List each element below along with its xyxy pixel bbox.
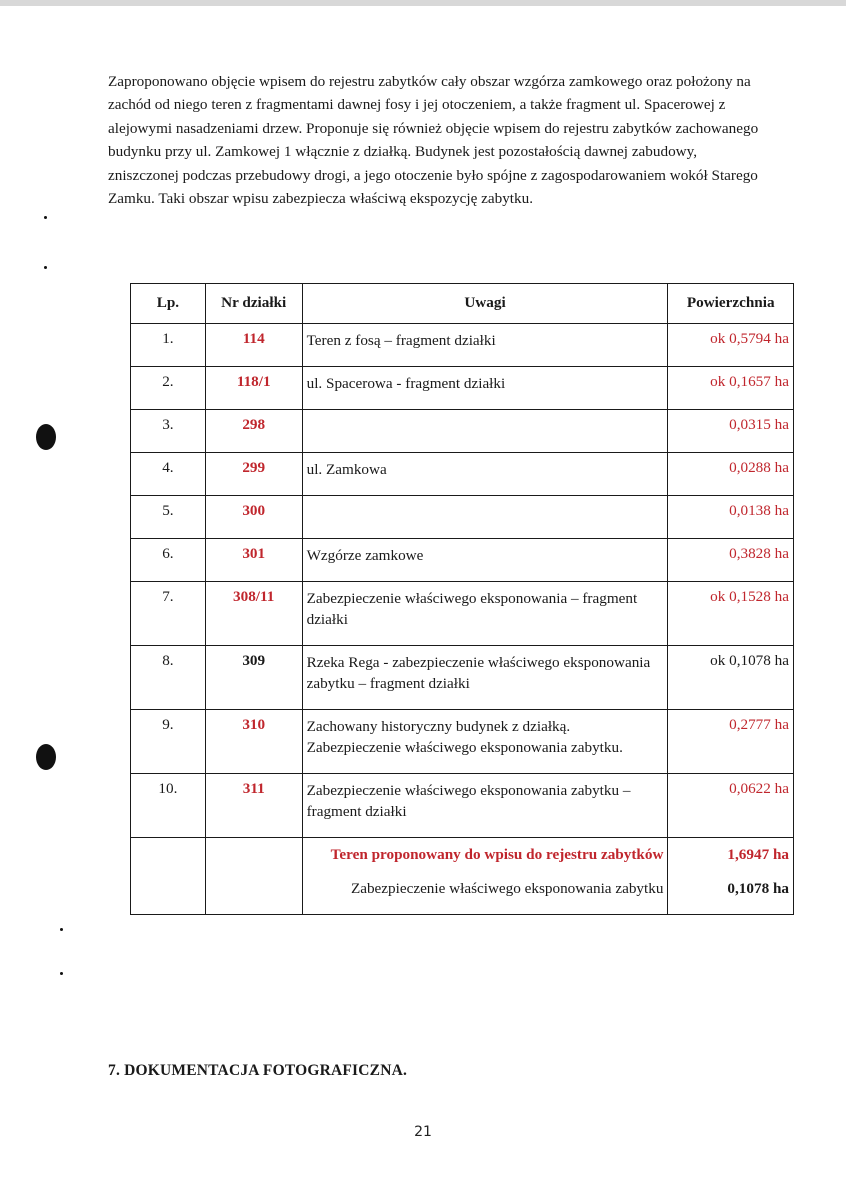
cell-nr: 311 (205, 774, 302, 838)
cell-nr: 310 (205, 710, 302, 774)
cell-uwagi: Zabezpieczenie właściwego eksponowania – fragment działki (302, 582, 668, 646)
cell-powierzchnia: 0,0138 ha (668, 496, 794, 539)
table-row (131, 774, 794, 838)
table-row (131, 582, 794, 646)
cell-lp: 8. (131, 646, 206, 710)
cell-nr: 308/11 (205, 582, 302, 646)
header-uwagi: Uwagi (302, 284, 668, 324)
cell-uwagi (302, 410, 668, 453)
cell-powierzchnia: ok 0,1078 ha (668, 646, 794, 710)
cell-lp: 5. (131, 496, 206, 539)
scan-speck (44, 266, 47, 269)
cell-uwagi: Rzeka Rega - zabezpieczenie właściwego eksponowania zabytku – fragment działki (302, 646, 668, 710)
table-row (131, 710, 794, 774)
cell-nr: 298 (205, 410, 302, 453)
summary-values (668, 838, 794, 915)
cell-lp: 1. (131, 324, 206, 367)
cell-nr: 309 (205, 646, 302, 710)
cell-uwagi: ul. Spacerowa - fragment działki (302, 367, 668, 410)
cell-lp: 4. (131, 453, 206, 496)
section-heading: 7. DOKUMENTACJA FOTOGRAFICZNA. (108, 1062, 408, 1079)
summary-label-protection: Zabezpieczenie właściwego eksponowania zabytku (350, 880, 664, 897)
cell-nr: 301 (205, 539, 302, 582)
plots-table (130, 283, 794, 915)
cell-powierzchnia: 0,3828 ha (668, 539, 794, 582)
cell-nr: 114 (205, 324, 302, 367)
cell-powierzchnia: ok 0,1657 ha (668, 367, 794, 410)
cell-nr-empty (205, 838, 302, 915)
page-number: 21 (414, 1124, 432, 1140)
cell-uwagi: Teren z fosą – fragment działki (302, 324, 668, 367)
punch-hole-bottom (36, 744, 56, 770)
summary-labels (302, 838, 668, 915)
punch-hole-top (36, 424, 56, 450)
summary-value-proposed: 1,6947 ha (727, 846, 789, 863)
scan-speck (44, 216, 47, 219)
cell-powierzchnia: 0,0622 ha (668, 774, 794, 838)
intro-paragraph: Zaproponowano objęcie wpisem do rejestru zabytków cały obszar wzgórza zamkowego oraz położony na zachód od niego teren z fragmentami dawnej fosy i jej otoczeniem, a także fragment ul. Spacerowej z alejowymi nasadzeniami drzew. Proponuje się również objęcie wpisem do rejestru zabytków zachowanego budynku przy ul. Zamkowej 1 włącznie z działką. Budynek jest pozostałością dawnej zabudowy, zniszczonej podczas przebudowy drogi, a jego otoczenie było spójne z zagospodarowaniem wokół Starego Zamku. Taki obszar wpisu zabezpiecza właściwą ekspozycję zabytku. (108, 73, 759, 208)
cell-lp: 7. (131, 582, 206, 646)
cell-lp: 6. (131, 539, 206, 582)
cell-lp: 2. (131, 367, 206, 410)
cell-powierzchnia: ok 0,1528 ha (668, 582, 794, 646)
table-summary-row (131, 838, 794, 915)
table-row (131, 539, 794, 582)
cell-nr: 299 (205, 453, 302, 496)
cell-uwagi: Wzgórze zamkowe (302, 539, 668, 582)
header-powierzchnia: Powierzchnia (668, 284, 794, 324)
cell-powierzchnia: 0,0315 ha (668, 410, 794, 453)
cell-uwagi: ul. Zamkowa (302, 453, 668, 496)
header-lp: Lp. (131, 284, 206, 324)
cell-powierzchnia: ok 0,5794 ha (668, 324, 794, 367)
table-row (131, 410, 794, 453)
cell-powierzchnia: 0,2777 ha (668, 710, 794, 774)
cell-lp: 3. (131, 410, 206, 453)
cell-lp: 9. (131, 710, 206, 774)
cell-nr: 118/1 (205, 367, 302, 410)
table-header-row (131, 284, 794, 324)
cell-uwagi (302, 496, 668, 539)
scan-speck (60, 972, 63, 975)
cell-uwagi: Zabezpieczenie właściwego eksponowania zabytku – fragment działki (302, 774, 668, 838)
scan-top-edge (0, 0, 846, 6)
table-row (131, 367, 794, 410)
cell-nr: 300 (205, 496, 302, 539)
table-row (131, 453, 794, 496)
summary-label-proposed: Teren proponowany do wpisu do rejestru zabytków (330, 846, 664, 863)
cell-uwagi: Zachowany historyczny budynek z działką. Zabezpieczenie właściwego eksponowania zabytku. (302, 710, 668, 774)
scan-speck (60, 928, 63, 931)
table-row (131, 496, 794, 539)
table-row (131, 646, 794, 710)
cell-lp: 10. (131, 774, 206, 838)
cell-lp-empty (131, 838, 206, 915)
table-row (131, 324, 794, 367)
cell-powierzchnia: 0,0288 ha (668, 453, 794, 496)
header-nr-dzialki: Nr działki (205, 284, 302, 324)
summary-value-protection: 0,1078 ha (727, 880, 789, 897)
